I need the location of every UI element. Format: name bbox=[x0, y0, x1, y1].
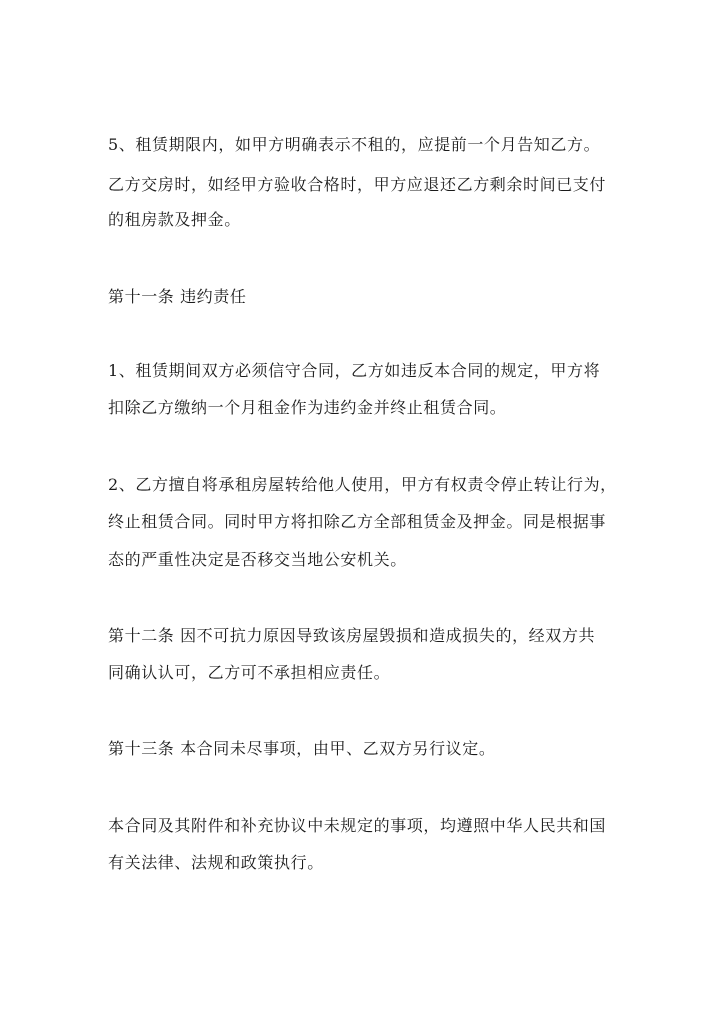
clause-12-line-1: 第十二条 因不可抗力原因导致该房屋毁损和造成损失的，经双方共 bbox=[108, 626, 596, 645]
clause-12-line-2: 同确认认可，乙方可不承担相应责任。 bbox=[108, 663, 391, 682]
closing-paragraph-line-2: 有关法律、法规和政策执行。 bbox=[108, 853, 324, 872]
clause-10-item-5-line-1: 5、租赁期限内，如甲方明确表示不租的，应提前一个月告知乙方。 bbox=[108, 135, 601, 154]
clause-13-line-1: 第十三条 本合同未尽事项，由甲、乙双方另行议定。 bbox=[108, 739, 496, 758]
clause-11-item-1-line-2: 扣除乙方缴纳一个月租金作为违约金并终止租赁合同。 bbox=[108, 398, 507, 417]
clause-11-heading: 第十一条 违约责任 bbox=[108, 287, 247, 306]
clause-11-item-2-line-2: 终止租赁合同。同时甲方将扣除乙方全部租赁金及押金。同是根据事 bbox=[108, 512, 607, 531]
clause-11-item-1-line-1: 1、租赁期间双方必须信守合同，乙方如违反本合同的规定，甲方将 bbox=[108, 361, 601, 380]
clause-11-item-2-line-1: 2、乙方擅自将承租房屋转给他人使用，甲方有权责令停止转让行为， bbox=[108, 475, 617, 494]
clause-10-item-5-line-2: 乙方交房时，如经甲方验收合格时，甲方应退还乙方剩余时间已支付 bbox=[108, 175, 607, 194]
clause-11-item-2-line-3: 态的严重性决定是否移交当地公安机关。 bbox=[108, 550, 407, 569]
closing-paragraph-line-1: 本合同及其附件和补充协议中未规定的事项，均遵照中华人民共和国 bbox=[108, 816, 607, 835]
clause-10-item-5-line-3: 的租房款及押金。 bbox=[108, 210, 241, 229]
